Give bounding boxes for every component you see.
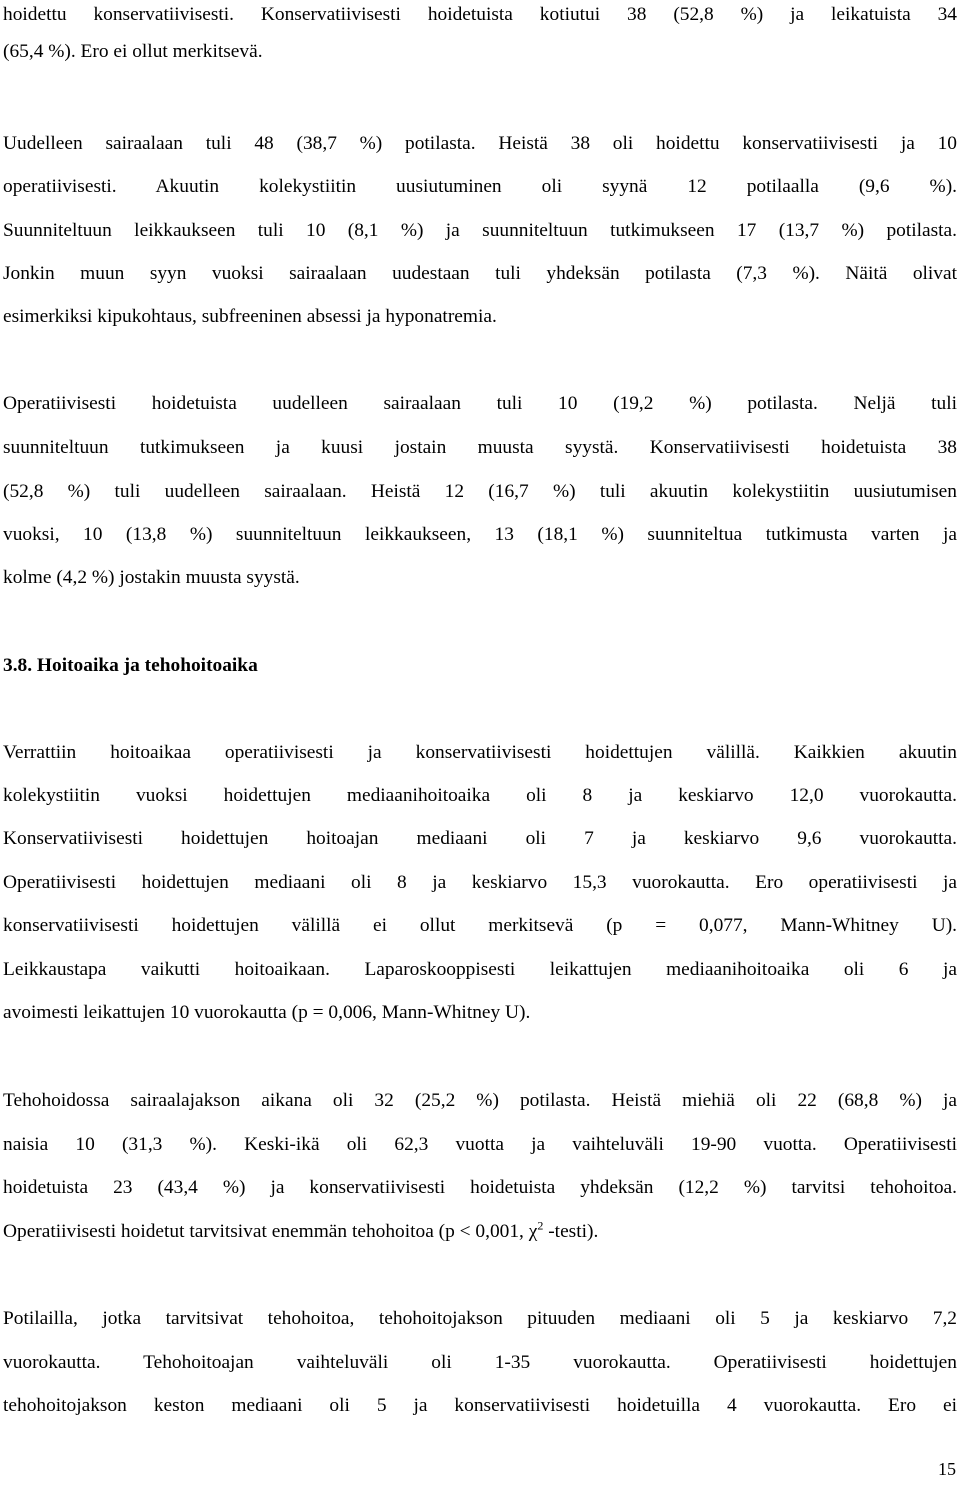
paragraph-5-line-4-text: Operatiivisesti hoidetut tarvitsivat enemmän tehohoitoa (p < 0,001, χ xyxy=(3,1221,538,1242)
paragraph-3-line-2: suunniteltuun tutkimukseen ja kuusi jostain muusta syystä. Konservatiivisesti hoidetuista 38 xyxy=(3,437,957,458)
paragraph-4-line-3: Konservatiivisesti hoidettujen hoitoajan mediaani oli 7 ja keskiarvo 9,6 vuorokautta. xyxy=(3,828,957,849)
paragraph-4-line-4: Operatiivisesti hoidettujen mediaani oli 8 ja keskiarvo 15,3 vuorokautta. Ero operatiivisesti ja xyxy=(3,872,957,893)
paragraph-4-line-2: kolekystiitin vuoksi hoidettujen mediaanihoitoaika oli 8 ja keskiarvo 12,0 vuorokautta. xyxy=(3,785,957,806)
paragraph-1-line-1: hoidettu konservatiivisesti. Konservatiivisesti hoidetuista kotiutui 38 (52,8 %) ja leikatuista 34 xyxy=(3,4,957,25)
chi-square-superscript: 2 xyxy=(537,1218,544,1233)
paragraph-2-line-5: esimerkiksi kipukohtaus, subfreeninen absessi ja hyponatremia. xyxy=(3,306,497,327)
page-number: 15 xyxy=(938,1459,956,1479)
paragraph-3-line-3: (52,8 %) tuli uudelleen sairaalaan. Heistä 12 (16,7 %) tuli akuutin kolekystiitin uusiutumisen xyxy=(3,481,957,502)
paragraph-6-line-2: vuorokautta. Tehohoitoajan vaihteluväli oli 1-35 vuorokautta. Operatiivisesti hoidettujen xyxy=(3,1352,957,1373)
paragraph-4-line-7: avoimesti leikattujen 10 vuorokautta (p = 0,006, Mann-Whitney U). xyxy=(3,1002,531,1023)
paragraph-3-line-5: kolme (4,2 %) jostakin muusta syystä. xyxy=(3,567,300,588)
paragraph-2-line-1: Uudelleen sairaalaan tuli 48 (38,7 %) potilasta. Heistä 38 oli hoidettu konservatiivisesti ja 10 xyxy=(3,133,957,154)
paragraph-4-line-5: konservatiivisesti hoidettujen välillä ei ollut merkitsevä (p = 0,077, Mann-Whitney U). xyxy=(3,915,957,936)
paragraph-6-line-3: tehohoitojakson keston mediaani oli 5 ja konservatiivisesti hoidetuilla 4 vuorokautta. Ero ei xyxy=(3,1395,957,1416)
paragraph-1-line-2: (65,4 %). Ero ei ollut merkitsevä. xyxy=(3,41,263,62)
paragraph-4-line-6: Leikkaustapa vaikutti hoitoaikaan. Laparoskooppisesti leikattujen mediaanihoitoaika oli 6 ja xyxy=(3,959,957,980)
paragraph-5-line-1: Tehohoidossa sairaalajakson aikana oli 32 (25,2 %) potilasta. Heistä miehiä oli 22 (68,8 %) ja xyxy=(3,1090,957,1111)
section-heading: 3.8. Hoitoaika ja tehohoitoaika xyxy=(3,655,258,676)
paragraph-2-line-2: operatiivisesti. Akuutin kolekystiitin uusiutuminen oli syynä 12 potilaalla (9,6 %). xyxy=(3,176,957,197)
paragraph-6-line-1: Potilailla, jotka tarvitsivat tehohoitoa, tehohoitojakson pituuden mediaani oli 5 ja keskiarvo 7,2 xyxy=(3,1308,957,1329)
paragraph-3-line-1: Operatiivisesti hoidetuista uudelleen sairaalaan tuli 10 (19,2 %) potilasta. Neljä tuli xyxy=(3,393,957,414)
paragraph-2-line-3: Suunniteltuun leikkaukseen tuli 10 (8,1 %) ja suunniteltuun tutkimukseen 17 (13,7 %) potilasta. xyxy=(3,220,957,241)
paragraph-3-line-4: vuoksi, 10 (13,8 %) suunniteltuun leikkaukseen, 13 (18,1 %) suunniteltua tutkimusta varten ja xyxy=(3,524,957,545)
paragraph-5-line-3: hoidetuista 23 (43,4 %) ja konservatiivisesti hoidetuista yhdeksän (12,2 %) tarvitsi tehohoitoa. xyxy=(3,1177,957,1198)
paragraph-5-line-4-tail: -testi). xyxy=(543,1221,599,1242)
paragraph-5-line-4 xyxy=(3,1217,957,1247)
paragraph-4-line-1: Verrattiin hoitoaikaa operatiivisesti ja konservatiivisesti hoidettujen välillä. Kaikkien akuutin xyxy=(3,742,957,763)
paragraph-5-line-2: naisia 10 (31,3 %). Keski-ikä oli 62,3 vuotta ja vaihteluväli 19-90 vuotta. Operatiivisesti xyxy=(3,1134,957,1155)
paragraph-2-line-4: Jonkin muun syyn vuoksi sairaalaan uudestaan tuli yhdeksän potilasta (7,3 %). Näitä olivat xyxy=(3,263,957,284)
